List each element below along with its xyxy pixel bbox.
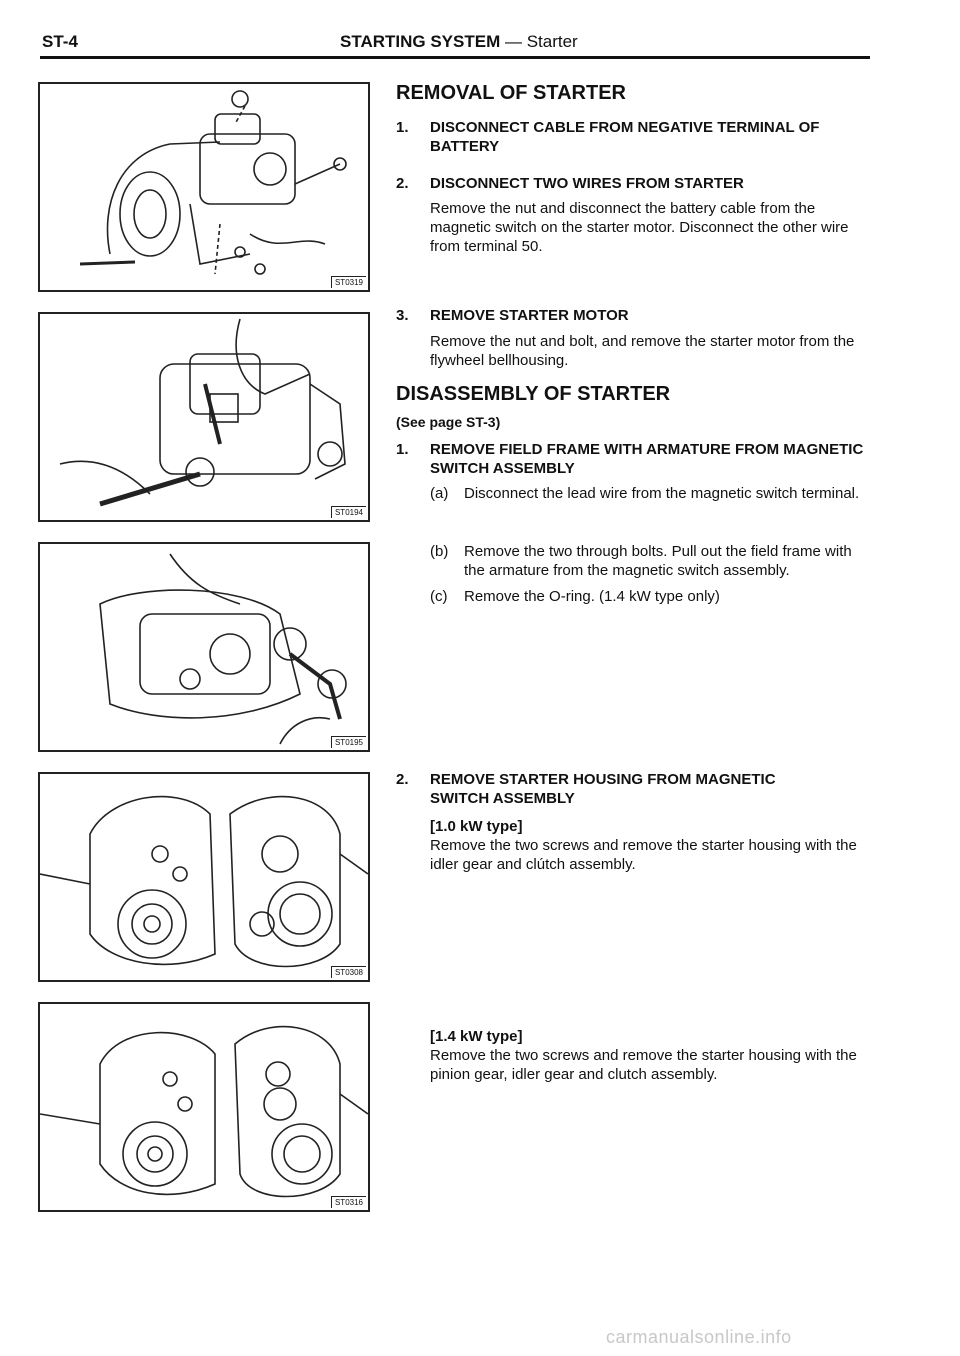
figure-starter-exploded [38,82,370,292]
figure-starter-housing-1-4kw [38,1002,370,1212]
disassembly-step-1: 1. REMOVE FIELD FRAME WITH ARMATURE FROM MAGNETIC SWITCH ASSEMBLY [396,441,864,477]
figure-starter-housing-1kw [38,772,370,982]
type-1kw-block [430,817,872,874]
disassembly-step-2: 2. REMOVE STARTER HOUSING FROM MAGNETIC SWITCH ASSEMBLY [396,771,776,807]
removal-step-1: 1. DISCONNECT CABLE FROM NEGATIVE TERMINAL OF BATTERY [396,119,820,155]
type-1-4kw-text: Remove the two screws and remove the starter housing with the pinion gear, idler gear and clutch assembly. [430,1047,857,1083]
disassembly-substep-c: (c) Remove the O-ring. (1.4 kW type only) [430,588,720,605]
heading-disassembly: DISASSEMBLY OF STARTER [396,383,671,405]
figure-ratchet-removing [38,542,370,752]
watermark-text: carmanualsonline.info [606,1327,792,1347]
removal-step-2: 2. DISCONNECT TWO WIRES FROM STARTER [396,175,744,192]
see-page-reference: (See page ST-3) [396,414,501,430]
type-1-4kw-label: [1.4 kW type] [430,1028,523,1045]
figure-wrench-on-starter [38,312,370,522]
removal-step-3: 3. REMOVE STARTER MOTOR [396,307,629,324]
page-number: ST-4 [42,32,78,51]
figure-code: ST0308 [331,966,366,978]
figure-code: ST0195 [331,736,366,748]
starter-housing-1kw-icon [40,774,368,980]
figure-code: ST0319 [331,276,366,288]
heading-removal: REMOVAL OF STARTER [396,82,626,104]
removal-step-2-body: Remove the nut and disconnect the battery cable from the magnetic switch on the starter motor. Disconnect the other wire from terminal 50. [430,200,849,255]
page-header [40,28,870,59]
figure-code: ST0316 [331,1196,366,1208]
starter-housing-1-4kw-icon [40,1004,368,1210]
figure-code: ST0194 [331,506,366,518]
wrench-on-starter-icon [40,314,368,520]
ratchet-removing-starter-icon [40,544,368,750]
removal-step-3-body: Remove the nut and bolt, and remove the starter motor from the flywheel bellhousing. [430,333,855,369]
starter-exploded-view-icon [40,84,368,290]
disassembly-substep-a: (a) Disconnect the lead wire from the magnetic switch terminal. [430,485,860,502]
type-1kw-text: Remove the two screws and remove the starter housing with the idler gear and clútch assembly. [430,837,857,873]
type-1kw-label: [1.0 kW type] [430,818,523,835]
type-1-4kw-block [430,1027,872,1084]
section-title: STARTING SYSTEM — Starter [340,32,578,51]
disassembly-substep-b: (b) Remove the two through bolts. Pull out the field frame with the armature from the magnetic switch assembly. [430,543,852,579]
